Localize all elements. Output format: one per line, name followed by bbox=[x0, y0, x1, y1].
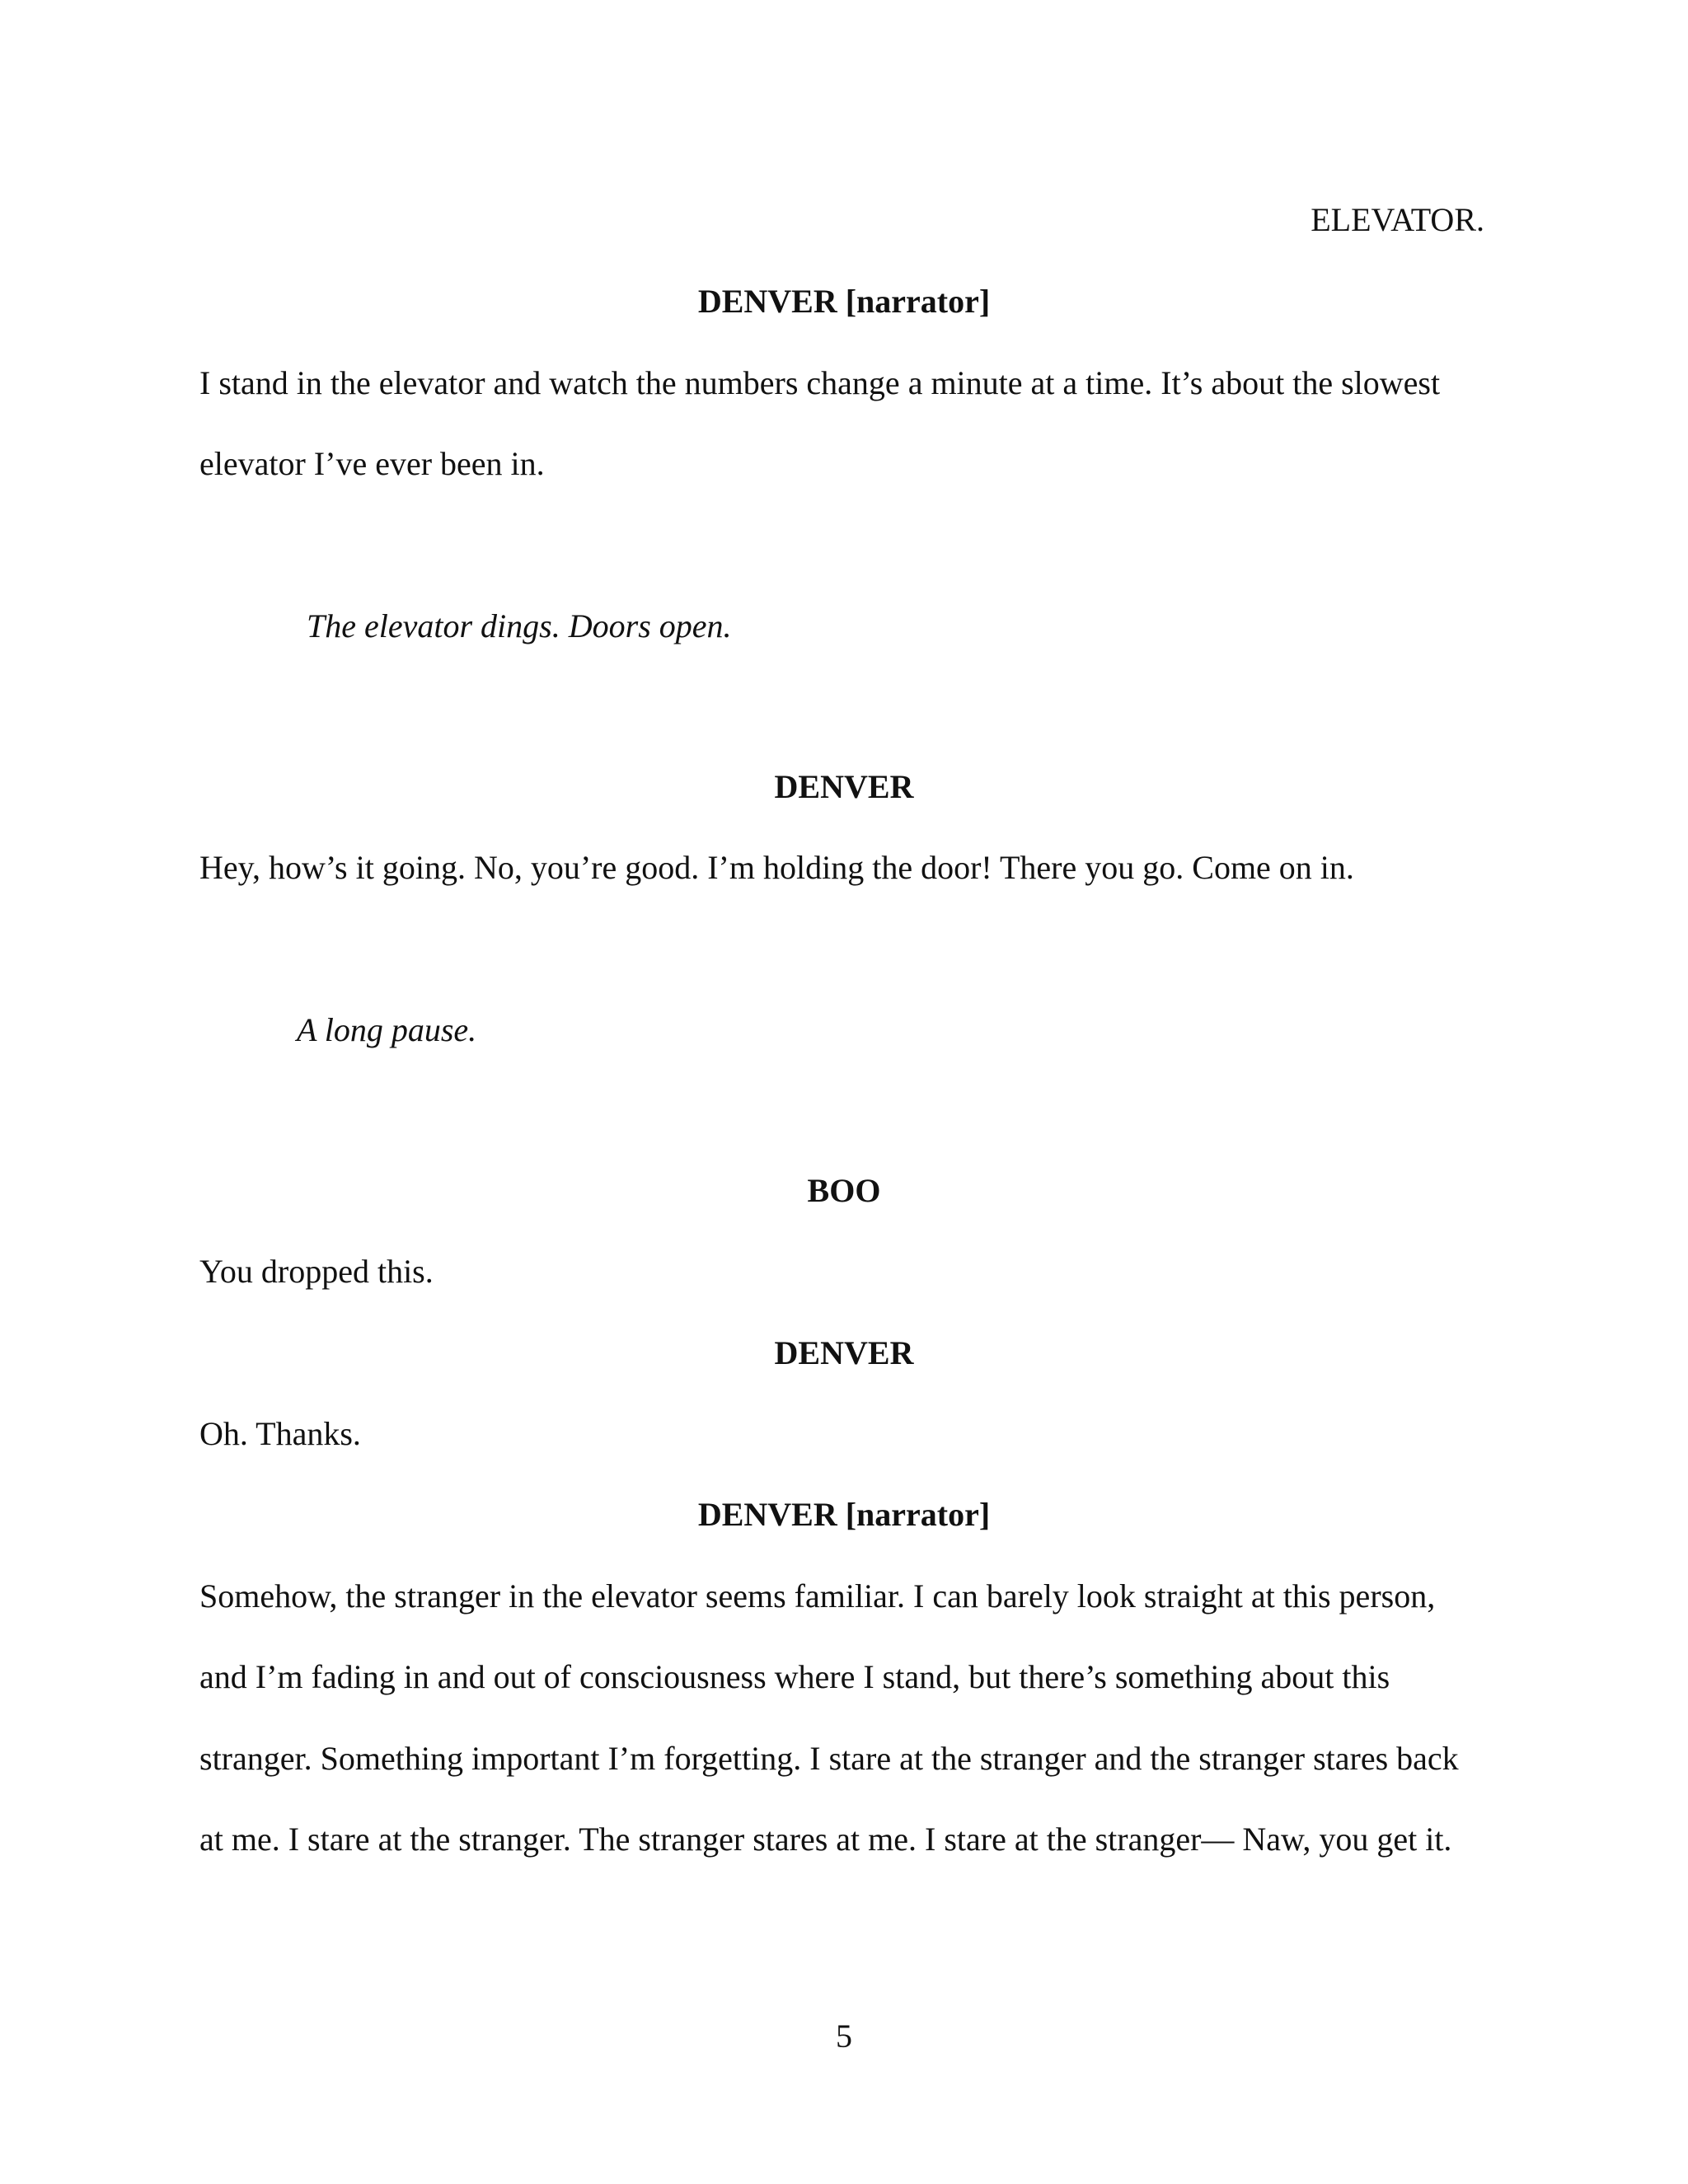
stage-direction: The elevator dings. Doors open. bbox=[307, 607, 732, 644]
speaker-name: BOO bbox=[807, 1172, 881, 1209]
dialogue-line: at me. I stare at the stranger. The stranger stares at me. I stare at the stranger— Naw, you get it. bbox=[199, 1821, 1452, 1858]
speaker-name: DENVER bbox=[774, 1334, 914, 1371]
dialogue-line: stranger. Something important I’m forgetting. I stare at the stranger and the stranger stares back bbox=[199, 1740, 1459, 1777]
dialogue-line: elevator I’ve ever been in. bbox=[199, 445, 545, 482]
page-number: 5 bbox=[836, 2018, 852, 2055]
dialogue-line: Oh. Thanks. bbox=[199, 1415, 361, 1452]
dialogue-line: Hey, how’s it going. No, you’re good. I’m holding the door! There you go. Come on in. bbox=[199, 849, 1354, 886]
dialogue-line: Somehow, the stranger in the elevator seems familiar. I can barely look straight at this person, bbox=[199, 1577, 1436, 1615]
speaker-name: DENVER bbox=[774, 768, 914, 805]
speaker-name: DENVER [narrator] bbox=[697, 283, 991, 320]
dialogue-line: You dropped this. bbox=[199, 1253, 434, 1290]
stage-direction: A long pause. bbox=[297, 1011, 477, 1048]
speaker-name: DENVER [narrator] bbox=[697, 1496, 991, 1533]
scene-heading: ELEVATOR. bbox=[1311, 201, 1484, 238]
dialogue-line: I stand in the elevator and watch the numbers change a minute at a time. It’s about the slowest bbox=[199, 364, 1441, 401]
dialogue-line: and I’m fading in and out of consciousness where I stand, but there’s something about this bbox=[199, 1658, 1390, 1695]
